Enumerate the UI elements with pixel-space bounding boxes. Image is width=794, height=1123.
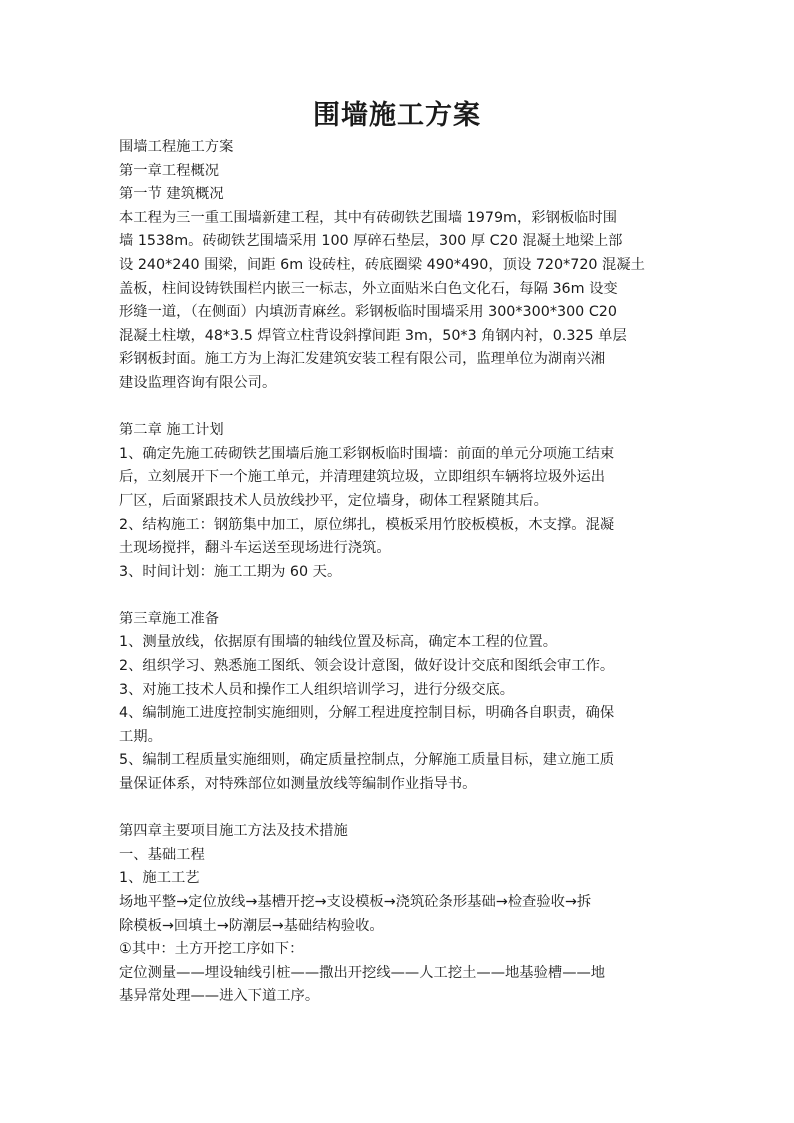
prep-line: 3、对施工技术人员和操作工人组织培训学习，进行分级交底。	[119, 681, 515, 698]
plan-list	[119, 443, 691, 585]
prep-list	[119, 631, 691, 796]
prep-line: 2、组织学习、熟悉施工图纸、领会设计意图，做好设计交底和图纸会审工作。	[119, 658, 615, 675]
prep-line: 量保证体系，对特殊部位如测量放线等编制作业指导书。	[119, 776, 477, 793]
paragraph-line: 建设监理咨询有限公司。	[119, 374, 277, 391]
spacer	[119, 396, 691, 420]
chapter-2-heading: 第二章 施工计划	[119, 422, 224, 439]
paragraph-line: 墙 1538m。砖砌铁艺围墙采用 100 厚碎石垫层，300 厚 C20 混凝土地梁上部	[119, 233, 623, 250]
method-line: 定位测量——埋设轴线引桩——撒出开挖线——人工挖土——地基验槽——地	[119, 964, 606, 981]
chapter-4-heading: 第四章主要项目施工方法及技术措施	[119, 823, 348, 840]
method-line: ①其中：土方开挖工序如下：	[119, 941, 304, 958]
plan-line: 1、确定先施工砖砌铁艺围墙后施工彩钢板临时围墙：前面的单元分项施工结束	[119, 445, 615, 462]
spacer	[119, 797, 691, 821]
method-line: 除模板→回填土→防潮层→基础结构验收。	[119, 917, 384, 934]
chapter-1-heading: 第一章工程概况	[119, 162, 220, 179]
prep-line: 工期。	[119, 728, 162, 745]
plan-line: 土现场搅拌，翻斗车运送至现场进行浇筑。	[119, 540, 391, 557]
part-1-heading: 一、基础工程	[119, 846, 205, 863]
document-body	[119, 136, 691, 1009]
subsection-1-heading: 1、施工工艺	[119, 870, 200, 887]
paragraph-line: 彩钢板封面。施工方为上海汇发建筑安装工程有限公司，监理单位为湖南兴湘	[119, 351, 606, 368]
paragraph-line: 混凝土柱墩，48*3.5 焊管立柱背设斜撑间距 3m，50*3 角钢内衬，0.325 单层	[119, 327, 627, 344]
spacer	[119, 584, 691, 608]
doc-heading: 围墙工程施工方案	[119, 139, 234, 155]
methods-list	[119, 891, 691, 1009]
plan-line: 2、结构施工：钢筋集中加工，原位绑扎，模板采用竹胶板模板，木支撑。混凝	[119, 516, 615, 533]
prep-line: 4、编制施工进度控制实施细则，分解工程进度控制目标，明确各自职责，确保	[119, 705, 615, 722]
paragraph-line: 形缝一道，（在侧面）内填沥青麻丝。彩钢板临时围墙采用 300*300*300 C20	[119, 304, 617, 321]
paragraph-line: 本工程为三一重工围墙新建工程，其中有砖砌铁艺围墙 1979m，彩钢板临时围	[119, 209, 618, 226]
prep-line: 5、编制工程质量实施细则，确定质量控制点，分解施工质量目标，建立施工质	[119, 752, 615, 769]
section-1-heading: 第一节 建筑概况	[119, 186, 224, 203]
plan-line: 3、时间计划：施工工期为 60 天。	[119, 563, 342, 580]
prep-line: 1、测量放线，依据原有围墙的轴线位置及标高，确定本工程的位置。	[119, 634, 557, 651]
plan-line: 厂区，后面紧跟技术人员放线抄平，定位墙身，砌体工程紧随其后。	[119, 492, 548, 509]
chapter-3-heading: 第三章施工准备	[119, 610, 220, 627]
paragraph-line: 盖板，柱间设铸铁围栏内嵌三一标志，外立面贴米白色文化石，每隔 36m 设变	[119, 280, 618, 297]
page-title: 围墙施工方案	[313, 100, 481, 131]
method-line: 基异常处理——进入下道工序。	[119, 988, 320, 1005]
overview-paragraph	[119, 207, 691, 396]
plan-line: 后，立刻展开下一个施工单元，并清理建筑垃圾，立即组织车辆将垃圾外运出	[119, 469, 606, 486]
method-line: 场地平整→定位放线→基槽开挖→支设模板→浇筑砼条形基础→检查验收→拆	[119, 894, 592, 910]
paragraph-line: 设 240*240 围梁，间距 6m 设砖柱，砖底圈梁 490*490，顶设 720*720 混凝土	[119, 256, 645, 273]
